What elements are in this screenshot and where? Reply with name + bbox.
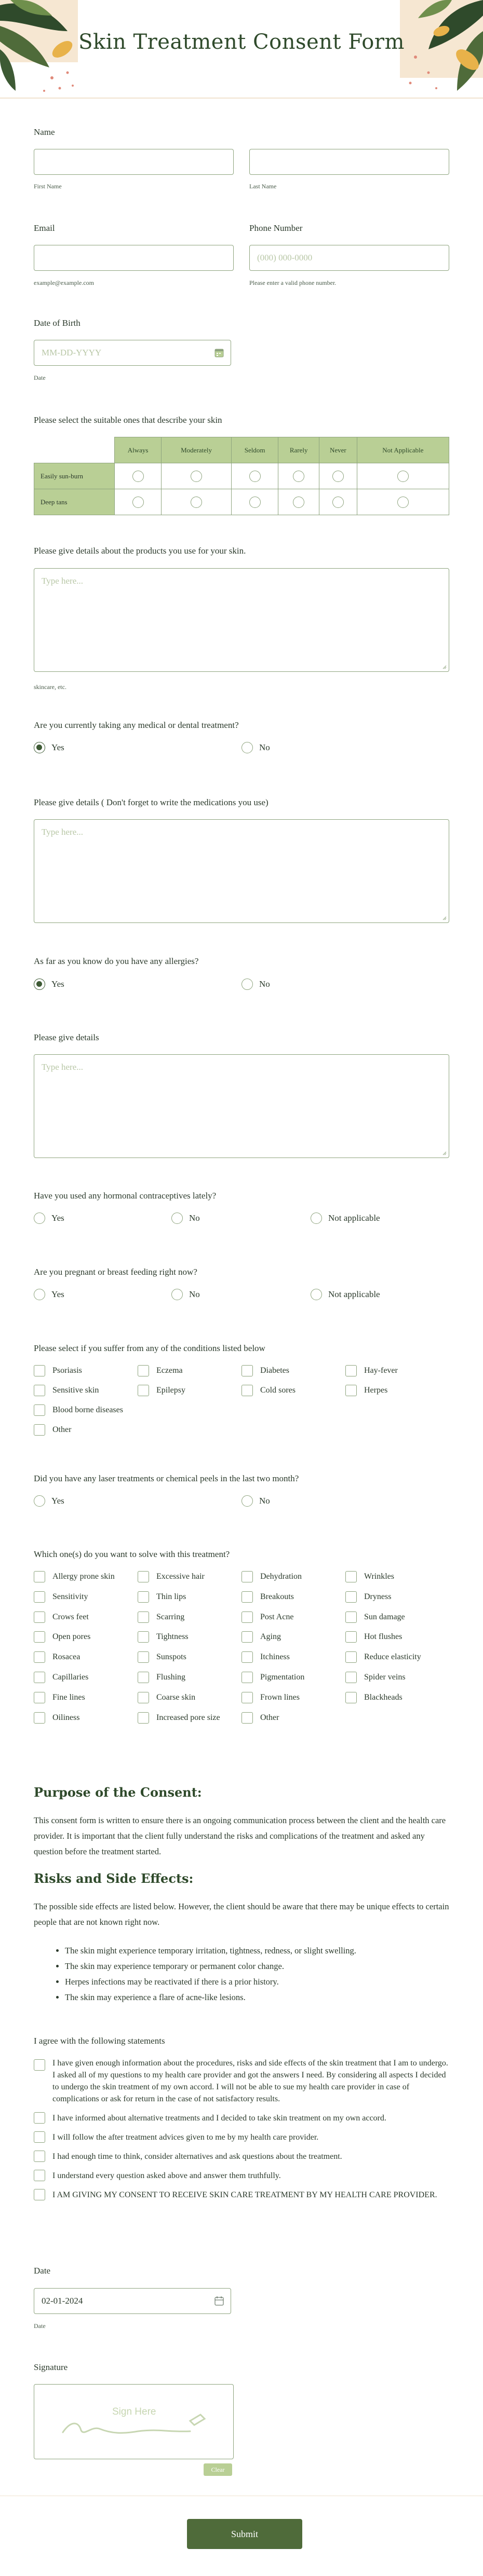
option-label: I have informed about alternative treatments and I decided to take skin treatment on my own accord. [52, 2114, 386, 2123]
radio[interactable] [311, 1213, 322, 1224]
checkbox[interactable] [138, 1692, 149, 1703]
matrix-radio[interactable] [397, 497, 409, 508]
dob-label: Date of Birth [34, 318, 81, 328]
products-placeholder: Type here... [42, 576, 83, 586]
submit-button[interactable]: Submit [187, 2519, 302, 2549]
pregnant-label: Are you pregnant or breast feeding right now? [34, 1267, 197, 1277]
solve-option[interactable] [345, 1692, 403, 1703]
checkbox[interactable] [34, 1692, 45, 1703]
checkbox[interactable] [242, 1385, 253, 1396]
option-label: Aging [260, 1632, 281, 1642]
option-label: Excessive hair [156, 1572, 205, 1581]
skin-matrix-table [34, 437, 449, 515]
products-textarea[interactable] [34, 568, 449, 672]
condition-option[interactable] [345, 1385, 387, 1396]
checkbox[interactable] [345, 1365, 357, 1376]
dob-sublabel: Date [34, 374, 46, 381]
solve-option[interactable] [242, 1672, 304, 1683]
name-label: Name [34, 127, 55, 137]
radio[interactable] [34, 1213, 45, 1224]
matrix-row-header: Easily sun-burn [34, 463, 115, 489]
option-label: I will follow the after treatment advices given to me by my health care provider. [52, 2133, 319, 2142]
hormonal-option[interactable] [311, 1213, 380, 1224]
allergies-yes-option[interactable] [34, 979, 64, 990]
agree-option[interactable] [34, 2151, 449, 2162]
option-label: Tightness [156, 1632, 189, 1642]
agree-label: I agree with the following statements [34, 2036, 165, 2046]
solve-option[interactable] [138, 1631, 189, 1643]
pregnant-option[interactable] [311, 1289, 380, 1300]
option-label: Capillaries [52, 1673, 89, 1682]
option-label: Crows feet [52, 1612, 89, 1621]
checkbox[interactable] [34, 1365, 45, 1376]
checkbox[interactable] [345, 1692, 357, 1703]
option-label: Dryness [364, 1592, 392, 1601]
agree-option[interactable] [34, 2112, 449, 2124]
checkbox[interactable] [242, 1651, 253, 1663]
condition-option[interactable] [242, 1385, 296, 1396]
allergy-details-label: Please give details [34, 1032, 99, 1042]
pregnant-option[interactable] [171, 1289, 200, 1300]
option-label: Dehydration [260, 1572, 302, 1581]
checkbox[interactable] [34, 1571, 45, 1582]
last-name-input[interactable] [249, 149, 449, 175]
dob-placeholder: MM-DD-YYYY [42, 348, 102, 357]
checkbox[interactable] [242, 1571, 253, 1582]
checkbox[interactable] [242, 1712, 253, 1724]
matrix-radio[interactable] [191, 471, 202, 482]
matrix-col-header: Moderately [162, 437, 232, 463]
matrix-col-header: Seldom [232, 437, 278, 463]
matrix-col-header: Rarely [278, 437, 319, 463]
solve-label: Which one(s) do you want to solve with this treatment? [34, 1549, 230, 1559]
med-details-placeholder: Type here... [42, 827, 83, 837]
date-sublabel: Date [34, 2322, 46, 2330]
option-label: Not applicable [328, 1289, 380, 1299]
checkbox[interactable] [345, 1651, 357, 1663]
matrix-radio[interactable] [293, 471, 304, 482]
checkbox[interactable] [34, 1591, 45, 1603]
radio-selected[interactable] [34, 742, 45, 753]
allergy-details-placeholder: Type here... [42, 1062, 83, 1072]
checkbox[interactable] [34, 2189, 45, 2200]
checkbox[interactable] [242, 1672, 253, 1683]
checkbox[interactable] [138, 1712, 149, 1724]
matrix-col-header: Always [115, 437, 162, 463]
checkbox[interactable] [345, 1385, 357, 1396]
option-label: No [189, 1289, 200, 1299]
checkbox[interactable] [34, 1385, 45, 1396]
page-title: Skin Treatment Consent Form [78, 30, 405, 54]
radio[interactable] [171, 1213, 183, 1224]
solve-option[interactable] [138, 1571, 205, 1582]
resize-grip-icon[interactable] [441, 664, 447, 669]
checkbox[interactable] [345, 1631, 357, 1643]
agree-option[interactable] [34, 2189, 449, 2201]
hormonal-option[interactable] [34, 1213, 64, 1224]
matrix-radio[interactable] [132, 471, 144, 482]
risk-item: • The skin may experience a flare of acne-like lesions. [65, 1990, 449, 2005]
option-label: Oiliness [52, 1713, 80, 1722]
resize-grip-icon[interactable] [441, 915, 447, 920]
signature-scribble-icon [34, 2385, 234, 2460]
first-name-input[interactable] [34, 149, 234, 175]
matrix-radio[interactable] [249, 471, 261, 482]
first-name-sublabel: First Name [34, 183, 62, 190]
checkbox[interactable] [345, 1611, 357, 1623]
solve-option[interactable] [242, 1591, 294, 1603]
medical-yes-option[interactable] [34, 742, 64, 753]
option-label: Flushing [156, 1673, 186, 1682]
med-details-textarea[interactable] [34, 819, 449, 923]
checkbox[interactable] [138, 1611, 149, 1623]
risk-item: • Herpes infections may be reactivated if there is a prior history. [65, 1974, 449, 1990]
form-header [0, 0, 483, 99]
risk-item: • The skin may experience temporary or permanent color change. [65, 1959, 449, 1974]
option-label: I have given enough information about the procedures, risks and side effects of the skin treatment that I am to undergo. I asked all of my questions to my health care provider and got the answers I need. By considering all aspects I decided to undergo the skin treatment of my own accord. I will not be able to sue my health care provider in case of complications or ask for return in the case of not satisfactory results. [52, 2059, 448, 2103]
option-label: Wrinkles [364, 1572, 395, 1581]
date-label: Date [34, 2266, 51, 2276]
solve-option[interactable] [345, 1651, 421, 1663]
matrix-radio[interactable] [397, 471, 409, 482]
option-label: Diabetes [260, 1366, 289, 1375]
solve-option[interactable] [345, 1631, 402, 1643]
option-label: Blackheads [364, 1692, 403, 1702]
checkbox[interactable] [242, 1611, 253, 1623]
conditions-label: Please select if you suffer from any of the conditions listed below [34, 1343, 265, 1353]
option-label: Sensitivity [52, 1592, 88, 1601]
hormonal-label: Have you used any hormonal contraceptives lately? [34, 1191, 217, 1201]
matrix-col-header: Not Applicable [357, 437, 449, 463]
option-label: Yes [51, 1289, 64, 1299]
solve-option[interactable] [34, 1591, 88, 1603]
email-label: Email [34, 223, 55, 233]
option-label: I had enough time to think, consider alternatives and ask questions about the treatment. [52, 2152, 342, 2161]
condition-option[interactable] [34, 1404, 123, 1416]
checkbox[interactable] [34, 1611, 45, 1623]
resize-grip-icon[interactable] [441, 1150, 447, 1155]
matrix-row-header: Deep tans [34, 489, 115, 515]
checkbox[interactable] [138, 1571, 149, 1582]
option-label: Post Acne [260, 1612, 294, 1621]
laser-no-option[interactable] [242, 1495, 270, 1507]
allergies-label: As far as you know do you have any allergies? [34, 956, 199, 966]
option-label: Frown lines [260, 1692, 300, 1702]
checkbox[interactable] [242, 1591, 253, 1603]
option-label: Sensitive skin [52, 1386, 99, 1395]
option-label: Yes [51, 979, 64, 989]
option-label: Eczema [156, 1366, 183, 1375]
radio[interactable] [311, 1289, 322, 1300]
solve-option[interactable] [34, 1672, 88, 1683]
allergy-details-textarea[interactable] [34, 1054, 449, 1158]
checkbox[interactable] [138, 1385, 149, 1396]
option-label: Hot flushes [364, 1632, 403, 1642]
radio[interactable] [34, 1289, 45, 1300]
checkbox[interactable] [138, 1365, 149, 1376]
purpose-heading: Purpose of the Consent: [34, 1785, 202, 1800]
email-input[interactable] [34, 245, 234, 271]
dob-input[interactable] [34, 340, 231, 366]
option-label: Yes [51, 1213, 64, 1223]
option-label: Fine lines [52, 1692, 85, 1702]
checkbox[interactable] [34, 2112, 45, 2124]
condition-option[interactable] [242, 1365, 289, 1376]
risks-heading: Risks and Side Effects: [34, 1871, 194, 1886]
products-label: Please give details about the products you use for your skin. [34, 546, 246, 556]
hormonal-option[interactable] [171, 1213, 200, 1224]
option-label: Sunspots [156, 1652, 186, 1662]
risks-text: The possible side effects are listed below. However, the client should be aware that there may be unique effects to certain people that are not known right now. [34, 1902, 449, 1927]
option-label: Not applicable [328, 1213, 380, 1223]
option-label: Pigmentation [260, 1673, 305, 1682]
option-label: Sun damage [364, 1612, 405, 1621]
matrix-radio[interactable] [191, 497, 202, 508]
option-label: Coarse skin [156, 1692, 196, 1702]
checkbox[interactable] [34, 1651, 45, 1663]
calendar-icon[interactable] [214, 348, 224, 358]
option-label: Blood borne diseases [52, 1406, 123, 1414]
medical-label: Are you currently taking any medical or dental treatment? [34, 720, 239, 730]
option-label: Breakouts [260, 1592, 294, 1601]
option-label: Yes [51, 742, 64, 752]
option-label: Hay-fever [364, 1366, 398, 1375]
checkbox[interactable] [34, 1712, 45, 1724]
matrix-radio[interactable] [293, 497, 304, 508]
checkbox[interactable] [34, 1404, 45, 1416]
purpose-text: This consent form is written to ensure there is an ongoing communication process between the client and the health care provider. It is important that the client fully understand the risks and complications of the treatment and asked any question before the treatment started. [34, 1815, 446, 1856]
condition-option[interactable] [34, 1385, 99, 1396]
solve-option[interactable] [242, 1651, 290, 1663]
solve-option[interactable] [34, 1692, 85, 1703]
option-label: Yes [51, 1496, 64, 1506]
checkbox[interactable] [34, 1631, 45, 1643]
skin-matrix-label: Please select the suitable ones that describe your skin [34, 415, 222, 425]
solve-option[interactable] [138, 1672, 185, 1683]
radio[interactable] [34, 1495, 45, 1507]
checkbox[interactable] [138, 1672, 149, 1683]
checkbox[interactable] [138, 1631, 149, 1643]
option-label: Spider veins [364, 1673, 406, 1682]
solve-option[interactable] [138, 1692, 195, 1703]
condition-option[interactable] [34, 1365, 82, 1376]
option-label: Psoriasis [52, 1366, 82, 1375]
radio-selected[interactable] [34, 979, 45, 990]
solve-option[interactable] [138, 1651, 186, 1663]
checkbox[interactable] [34, 2170, 45, 2181]
agree-list [34, 2057, 449, 2201]
condition-option[interactable] [138, 1365, 183, 1376]
signature-pad[interactable] [34, 2384, 234, 2459]
solve-option[interactable] [34, 1651, 80, 1663]
checkbox[interactable] [34, 2131, 45, 2143]
matrix-col-header: Never [319, 437, 357, 463]
option-label: No [259, 1496, 270, 1506]
option-label: Reduce elasticity [364, 1652, 421, 1662]
checkbox[interactable] [138, 1651, 149, 1663]
products-sublabel: skincare, etc. [34, 683, 66, 691]
last-name-sublabel: Last Name [249, 183, 277, 190]
laser-yes-option[interactable] [34, 1495, 64, 1507]
condition-option[interactable] [34, 1424, 71, 1436]
solve-option[interactable] [242, 1712, 279, 1724]
medical-no-option[interactable] [242, 742, 270, 753]
radio[interactable] [242, 742, 253, 753]
option-label: Other [260, 1713, 279, 1722]
date-value: 02-01-2024 [42, 2296, 83, 2306]
matrix-radio[interactable] [332, 471, 344, 482]
phone-label: Phone Number [249, 223, 303, 233]
solve-option[interactable] [345, 1611, 405, 1623]
date-input[interactable] [34, 2288, 231, 2314]
option-label: No [189, 1213, 200, 1223]
checkbox[interactable] [242, 1365, 253, 1376]
email-sublabel: example@example.com [34, 279, 95, 286]
radio[interactable] [171, 1289, 183, 1300]
allergies-no-option[interactable] [242, 979, 270, 990]
option-label: Open pores [52, 1632, 91, 1642]
matrix-radio[interactable] [132, 497, 144, 508]
clear-signature-button[interactable]: Clear [204, 2463, 232, 2476]
option-label: I understand every question asked above and answer them truthfully. [52, 2171, 281, 2180]
solve-option[interactable] [138, 1611, 184, 1623]
laser-label: Did you have any laser treatments or chemical peels in the last two month? [34, 1473, 299, 1483]
checkbox[interactable] [345, 1591, 357, 1603]
option-label: No [259, 979, 270, 989]
checkbox[interactable] [345, 1571, 357, 1582]
option-label: No [259, 742, 270, 752]
pregnant-option[interactable] [34, 1289, 64, 1300]
solve-option[interactable] [242, 1571, 302, 1582]
option-label: Other [52, 1425, 72, 1434]
option-label: Epilepsy [156, 1386, 185, 1395]
checkbox[interactable] [242, 1631, 253, 1643]
condition-option[interactable] [345, 1365, 398, 1376]
agree-option[interactable] [34, 2170, 449, 2182]
solve-option[interactable] [345, 1591, 391, 1603]
med-details-label: Please give details ( Don't forget to write the medications you use) [34, 797, 269, 807]
phone-sublabel: Please enter a valid phone number. [249, 279, 337, 286]
solve-option[interactable] [138, 1712, 220, 1724]
solve-option[interactable] [242, 1631, 281, 1643]
matrix-radio[interactable] [332, 497, 344, 508]
signature-hint: Sign Here [112, 2406, 156, 2417]
risk-item: • The skin might experience temporary irritation, tightness, redness, or slight swelling. [65, 1943, 449, 1959]
solve-option[interactable] [34, 1611, 89, 1623]
checkbox[interactable] [34, 1672, 45, 1683]
matrix-corner [34, 437, 115, 463]
radio[interactable] [242, 1495, 253, 1507]
condition-option[interactable] [138, 1385, 185, 1396]
agree-option[interactable] [34, 2057, 449, 2105]
radio[interactable] [242, 979, 253, 990]
solve-option[interactable] [34, 1712, 79, 1724]
solve-option[interactable] [345, 1672, 406, 1683]
checkbox[interactable] [345, 1672, 357, 1683]
checkbox[interactable] [34, 1424, 45, 1436]
option-label: Thin lips [156, 1592, 186, 1601]
solve-option[interactable] [138, 1591, 186, 1603]
matrix-radio[interactable] [249, 497, 261, 508]
phone-input[interactable] [249, 245, 449, 271]
solve-option[interactable] [34, 1631, 90, 1643]
checkbox[interactable] [34, 2059, 45, 2071]
solve-option[interactable] [242, 1692, 300, 1703]
checkbox[interactable] [242, 1692, 253, 1703]
option-label: Allergy prone skin [52, 1572, 115, 1581]
option-label: Herpes [364, 1386, 388, 1395]
solve-option[interactable] [242, 1611, 293, 1623]
signature-label: Signature [34, 2362, 68, 2372]
option-label: I AM GIVING MY CONSENT TO RECEIVE SKIN CARE TREATMENT BY MY HEALTH CARE PROVIDER. [52, 2191, 437, 2199]
agree-option[interactable] [34, 2131, 449, 2143]
option-label: Cold sores [260, 1386, 296, 1395]
risks-list [34, 1943, 449, 2005]
solve-option[interactable] [345, 1571, 394, 1582]
option-label: Rosacea [52, 1652, 81, 1662]
calendar-icon[interactable] [214, 2296, 224, 2306]
option-label: Itchiness [260, 1652, 290, 1662]
checkbox[interactable] [34, 2151, 45, 2162]
checkbox[interactable] [138, 1591, 149, 1603]
solve-option[interactable] [34, 1571, 115, 1582]
option-label: Scarring [156, 1612, 185, 1621]
phone-placeholder: (000) 000-0000 [257, 253, 313, 263]
option-label: Increased pore size [156, 1713, 220, 1722]
